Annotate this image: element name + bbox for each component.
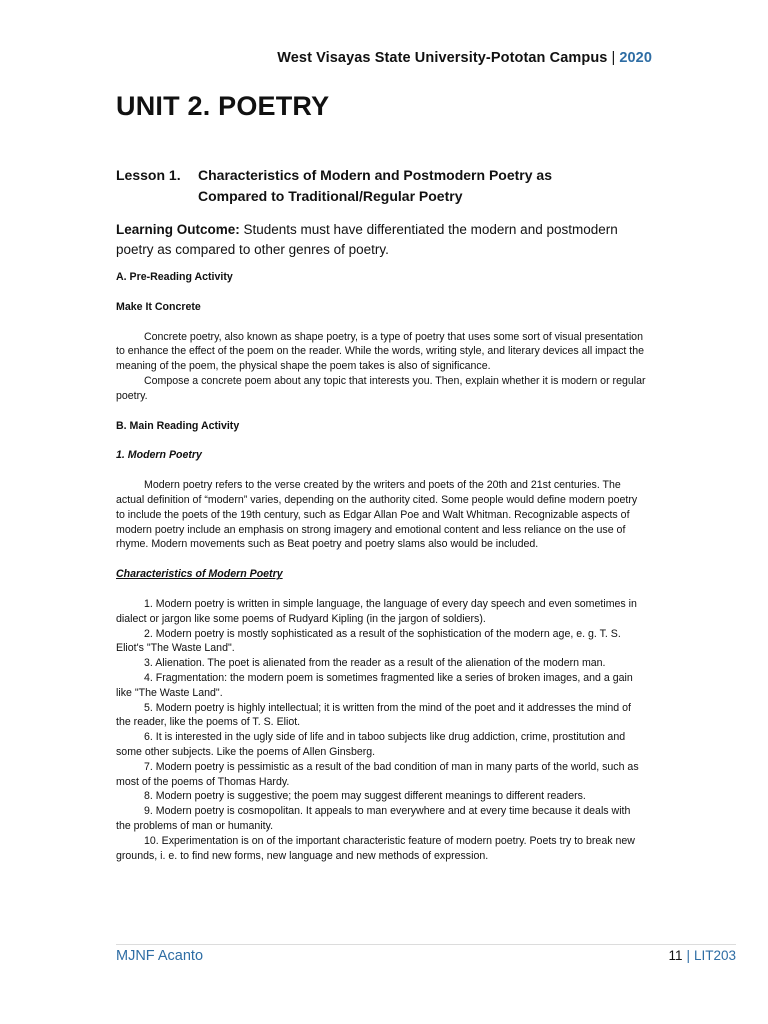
- characteristic-item: 4. Fragmentation: the modern poem is sometimes fragmented like a series of broken images, and a gain like "The Waste Land".: [116, 671, 633, 699]
- characteristic-item: 7. Modern poetry is pessimistic as a result of the bad condition of man in many parts of the world, such as most of the poems of Thomas Hardy.: [116, 760, 639, 788]
- characteristic-item: 8. Modern poetry is suggestive; the poem may suggest different meanings to different readers.: [144, 790, 586, 803]
- institution-name: West Visayas State University-Pototan Campus: [277, 50, 608, 66]
- modern-poetry-paragraph: Modern poetry refers to the verse created by the writers and poets of the 20th and 21st centuries. The actual definition of “modern” varies, depending on the authority cited. Some people would define modern poetry to include the poets of the 19th century, such as Edgar Allan Poe and Walt Whitman. Recognizable aspects of modern poetry include an emphasis on strong imagery and emotional content and less reliance on the use of rhyme. Modern movements such as Beat poetry and poetry slams also would be included.: [116, 479, 638, 551]
- page-number: 11: [668, 948, 683, 963]
- characteristic-item: 5. Modern poetry is highly intellectual; it is written from the mind of the poet and it addresses the mind of the reader, like the poems of T. S. Eliot.: [116, 701, 631, 729]
- characteristic-item: 3. Alienation. The poet is alienated from the reader as a result of the alienation of the modern man.: [144, 657, 606, 670]
- lesson-title-line1: Characteristics of Modern and Postmodern Poetry as: [198, 167, 552, 183]
- footer-divider: [116, 944, 736, 945]
- course-code: LIT203: [693, 948, 736, 963]
- lesson-heading: [116, 165, 646, 207]
- learning-outcome: [116, 220, 656, 260]
- characteristics-heading: Characteristics of Modern Poetry: [116, 568, 283, 581]
- lesson-number: Lesson 1.: [116, 167, 181, 183]
- pre-reading-paragraph-1: Concrete poetry, also known as shape poetry, is a type of poetry that uses some sort of visual presentation to enhance the effect of the poem on the reader. While the words, writing style, and literary devices all impact the meaning of the poem, the physical shape the poem takes is also of significance.: [116, 330, 645, 373]
- modern-poetry-heading: 1. Modern Poetry: [116, 449, 202, 462]
- characteristic-item: 2. Modern poetry is mostly sophisticated as a result of the sophistication of the modern age, e. g. T. S. Eliot's "The Waste Land".: [116, 627, 621, 655]
- footer-separator: |: [686, 948, 690, 963]
- footer-author: MJNF Acanto: [116, 948, 204, 964]
- learning-outcome-label: Learning Outcome:: [116, 222, 240, 237]
- unit-title: UNIT 2. POETRY: [116, 91, 330, 121]
- footer-page-info: [668, 948, 736, 963]
- characteristic-item: 10. Experimentation is on of the important characteristic feature of modern poetry. Poets try to break new grounds, i. e. to find new forms, new language and new methods of expression.: [116, 834, 635, 862]
- make-it-concrete-heading: Make It Concrete: [116, 300, 201, 313]
- lesson-title-line2: Compared to Traditional/Regular Poetry: [198, 188, 463, 204]
- main-reading-heading: B. Main Reading Activity: [116, 419, 240, 432]
- header-year: 2020: [619, 50, 652, 66]
- characteristic-item: 6. It is interested in the ugly side of life and in taboo subjects like drug addiction, crime, prostitution and some other subjects. Like the poems of Allen Ginsberg.: [116, 731, 626, 758]
- pre-reading-heading: A. Pre-Reading Activity: [116, 271, 233, 283]
- header-separator: |: [611, 50, 616, 66]
- page-header: [277, 50, 652, 66]
- pre-reading-paragraph-2: Compose a concrete poem about any topic that interests you. Then, explain whether it is modern or regular poetry.: [116, 374, 646, 402]
- learning-outcome-text: Students must have differentiated the modern and postmodern poetry as compared to other genres of poetry.: [116, 222, 618, 257]
- characteristic-item: 9. Modern poetry is cosmopolitan. It appeals to man everywhere and at every time because it deals with the problems of man or humanity.: [116, 805, 631, 832]
- document-body: [116, 270, 646, 863]
- characteristic-item: 1. Modern poetry is written in simple language, the language of every day speech and even sometimes in dialect or jargon like some poems of Rudyard Kipling (in the jargon of soldiers).: [116, 597, 637, 625]
